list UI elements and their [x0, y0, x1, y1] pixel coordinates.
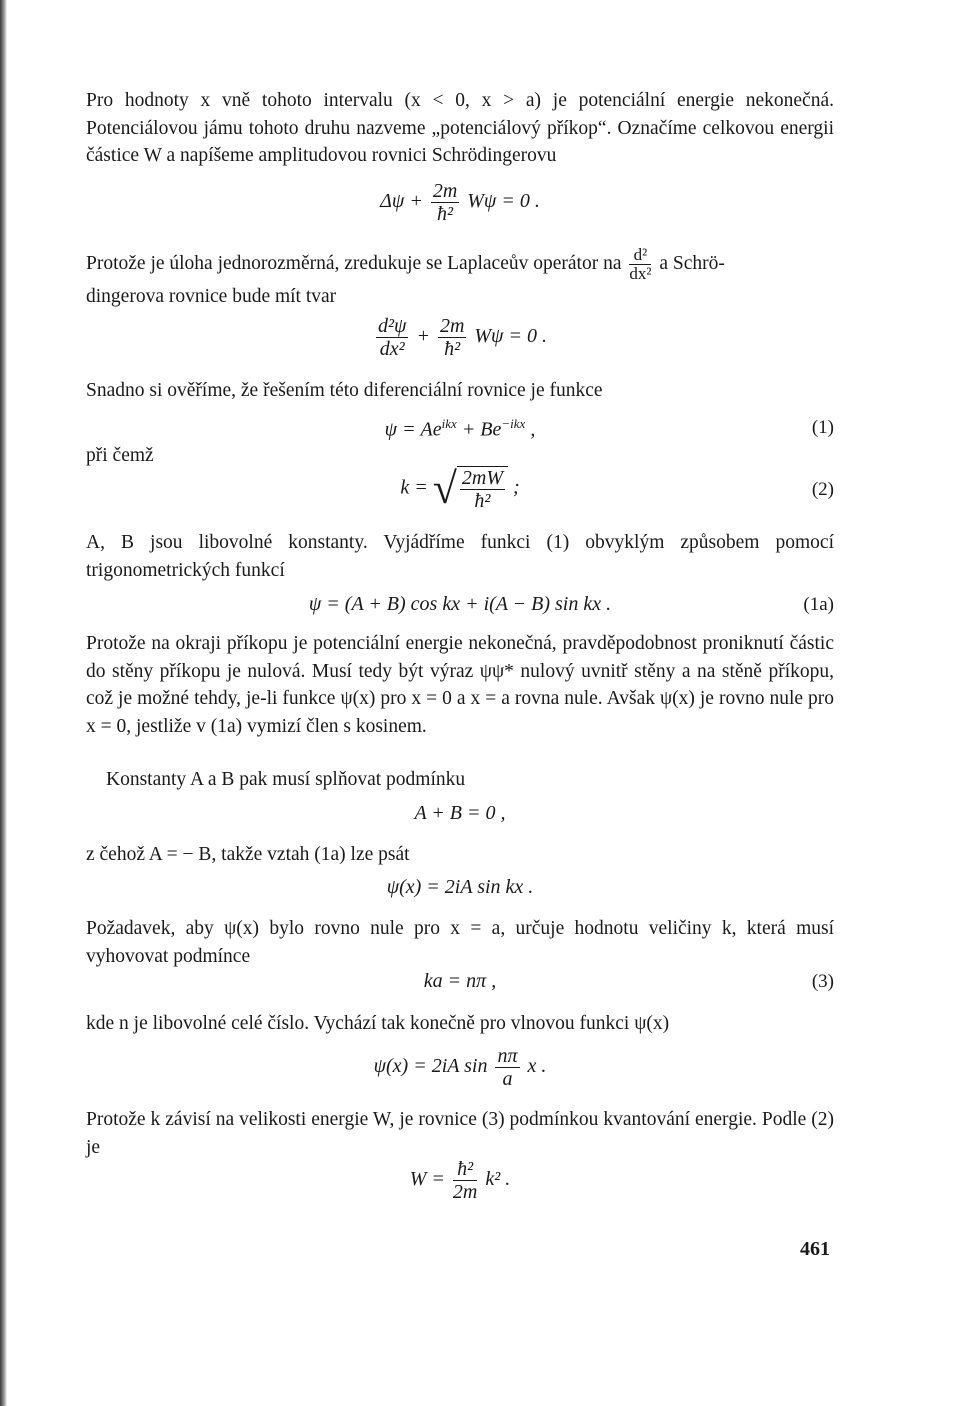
- paragraph-4: při čemž: [86, 445, 154, 466]
- denominator: ħ²: [444, 338, 461, 360]
- equation-1-label: (1): [811, 417, 834, 438]
- paragraph-7: Konstanty A a B pak musí splňovat podmínku: [106, 769, 466, 790]
- eq2-end: ;: [512, 476, 520, 499]
- fraction-2m: [438, 315, 466, 360]
- eq-right: Wψ = 0 .: [467, 190, 540, 213]
- equation-condition: A + B = 0 ,: [414, 802, 506, 824]
- sqrt: [433, 466, 508, 512]
- paragraph-8: z čehož A = − B, takže vztah (1a) lze psát: [86, 844, 410, 865]
- equation-psi-final: [86, 1045, 834, 1090]
- eq-right: Wψ = 0 .: [474, 325, 547, 348]
- denominator: ħ²: [437, 203, 454, 225]
- eq1-mid: + Be: [456, 418, 502, 441]
- paragraph-9: Požadavek, aby ψ(x) bylo rovno nule pro x = a, určuje hodnotu veličiny k, která musí vyhovovat podmínce: [86, 918, 834, 967]
- paragraph-11: Protože k závisí na velikosti energie W, je rovnice (3) podmínkou kvantování energie. Podle (2) je: [86, 1109, 834, 1158]
- eq-right: x .: [527, 1055, 547, 1078]
- fraction: [431, 180, 459, 225]
- paragraph-6: Protože na okraji příkopu je potenciální energie nekonečná, pravděpodobnost proniknutí částic do stěny příkopu je nulová. Musí tedy být výraz ψψ* nulový uvnitř stěny a na stěně příkopu, což je možné tehdy, je-li funkce ψ(x) pro x = 0 a x = a rovna nule. Avšak ψ(x) je rovno nule pro x = 0, jestliže v (1a) vymizí člen s kosinem.: [86, 633, 834, 737]
- eq-left: Δψ +: [380, 190, 423, 213]
- equation-2-label: (2): [811, 479, 834, 500]
- laplace-fraction: [629, 246, 651, 283]
- equation-3: ka = nπ ,: [423, 970, 497, 992]
- denominator: ħ²: [474, 490, 491, 512]
- equation-schrodinger-1d: [86, 315, 834, 360]
- equation-1: [86, 416, 834, 442]
- fraction: [453, 1158, 477, 1203]
- plus-sign: +: [416, 325, 430, 348]
- fraction-d2psi: [376, 315, 408, 360]
- paragraph-3: Snadno si ověříme, že řešením této diferenciální rovnice je funkce: [86, 380, 603, 401]
- paragraph-5: A, B jsou libovolné konstanty. Vyjádříme funkci (1) obvyklým způsobem pomocí trigonometrických funkcí: [86, 532, 834, 581]
- paragraph-2c: dingerova rovnice bude mít tvar: [86, 286, 337, 307]
- paragraph-2a: Protože je úloha jednorozměrná, zredukuje se Laplaceův operátor na: [86, 252, 622, 274]
- numerator: 2m: [439, 315, 465, 337]
- paragraph-2b: a Schrö-: [659, 252, 725, 274]
- eq-left: ψ(x) = 2iA sin: [373, 1055, 488, 1078]
- radical-sign: √: [432, 464, 457, 513]
- page-number: 461: [800, 1238, 830, 1260]
- equation-1a: ψ = (A + B) cos kx + i(A − B) sin kx .: [308, 593, 612, 615]
- paragraph-2: [86, 246, 834, 283]
- numerator: d²: [629, 246, 651, 265]
- eq1-exponent-1: ikx: [441, 416, 457, 431]
- equation-2: [86, 466, 834, 512]
- fraction: [495, 1045, 519, 1090]
- paragraph-1: Pro hodnoty x vně tohoto intervalu (x < 0, x > a) je potenciální energie nekonečná. Potenciálovou jámu tohoto druhu nazveme „potenciálový příkop“. Označíme celkovou energii částice W a napíšeme amplitudovou rovnici Schrödingerovu: [86, 90, 834, 166]
- numerator: 2m: [432, 180, 458, 202]
- paragraph-10: kde n je libovolné celé číslo. Vychází tak konečně pro vlnovou funkci ψ(x): [86, 1013, 670, 1034]
- denominator: a: [502, 1068, 513, 1090]
- page-edge: [0, 0, 7, 1406]
- eq1-end: ,: [525, 418, 536, 441]
- numerator: 2mW: [461, 467, 503, 489]
- eq1-left: ψ = Ae: [384, 418, 442, 441]
- radicand: [457, 466, 508, 512]
- equation-3-label: (3): [811, 971, 834, 992]
- eq1-exponent-2: −ikx: [501, 416, 526, 431]
- equation-schrodinger-3d: [86, 180, 834, 225]
- eq-right: k² .: [485, 1168, 511, 1191]
- denominator: dx²: [629, 264, 652, 283]
- denominator: dx²: [379, 338, 405, 360]
- equation-1a-label: (1a): [803, 594, 834, 615]
- equation-energy: [86, 1158, 834, 1203]
- denominator: 2m: [452, 1181, 478, 1203]
- numerator: nπ: [497, 1045, 518, 1067]
- eq2-left: k =: [400, 476, 428, 499]
- eq-left: W =: [409, 1168, 445, 1191]
- equation-psi-sin: ψ(x) = 2iA sin kx .: [386, 876, 534, 898]
- numerator: ħ²: [453, 1158, 477, 1181]
- numerator: d²ψ: [378, 315, 407, 337]
- fraction: [460, 467, 505, 512]
